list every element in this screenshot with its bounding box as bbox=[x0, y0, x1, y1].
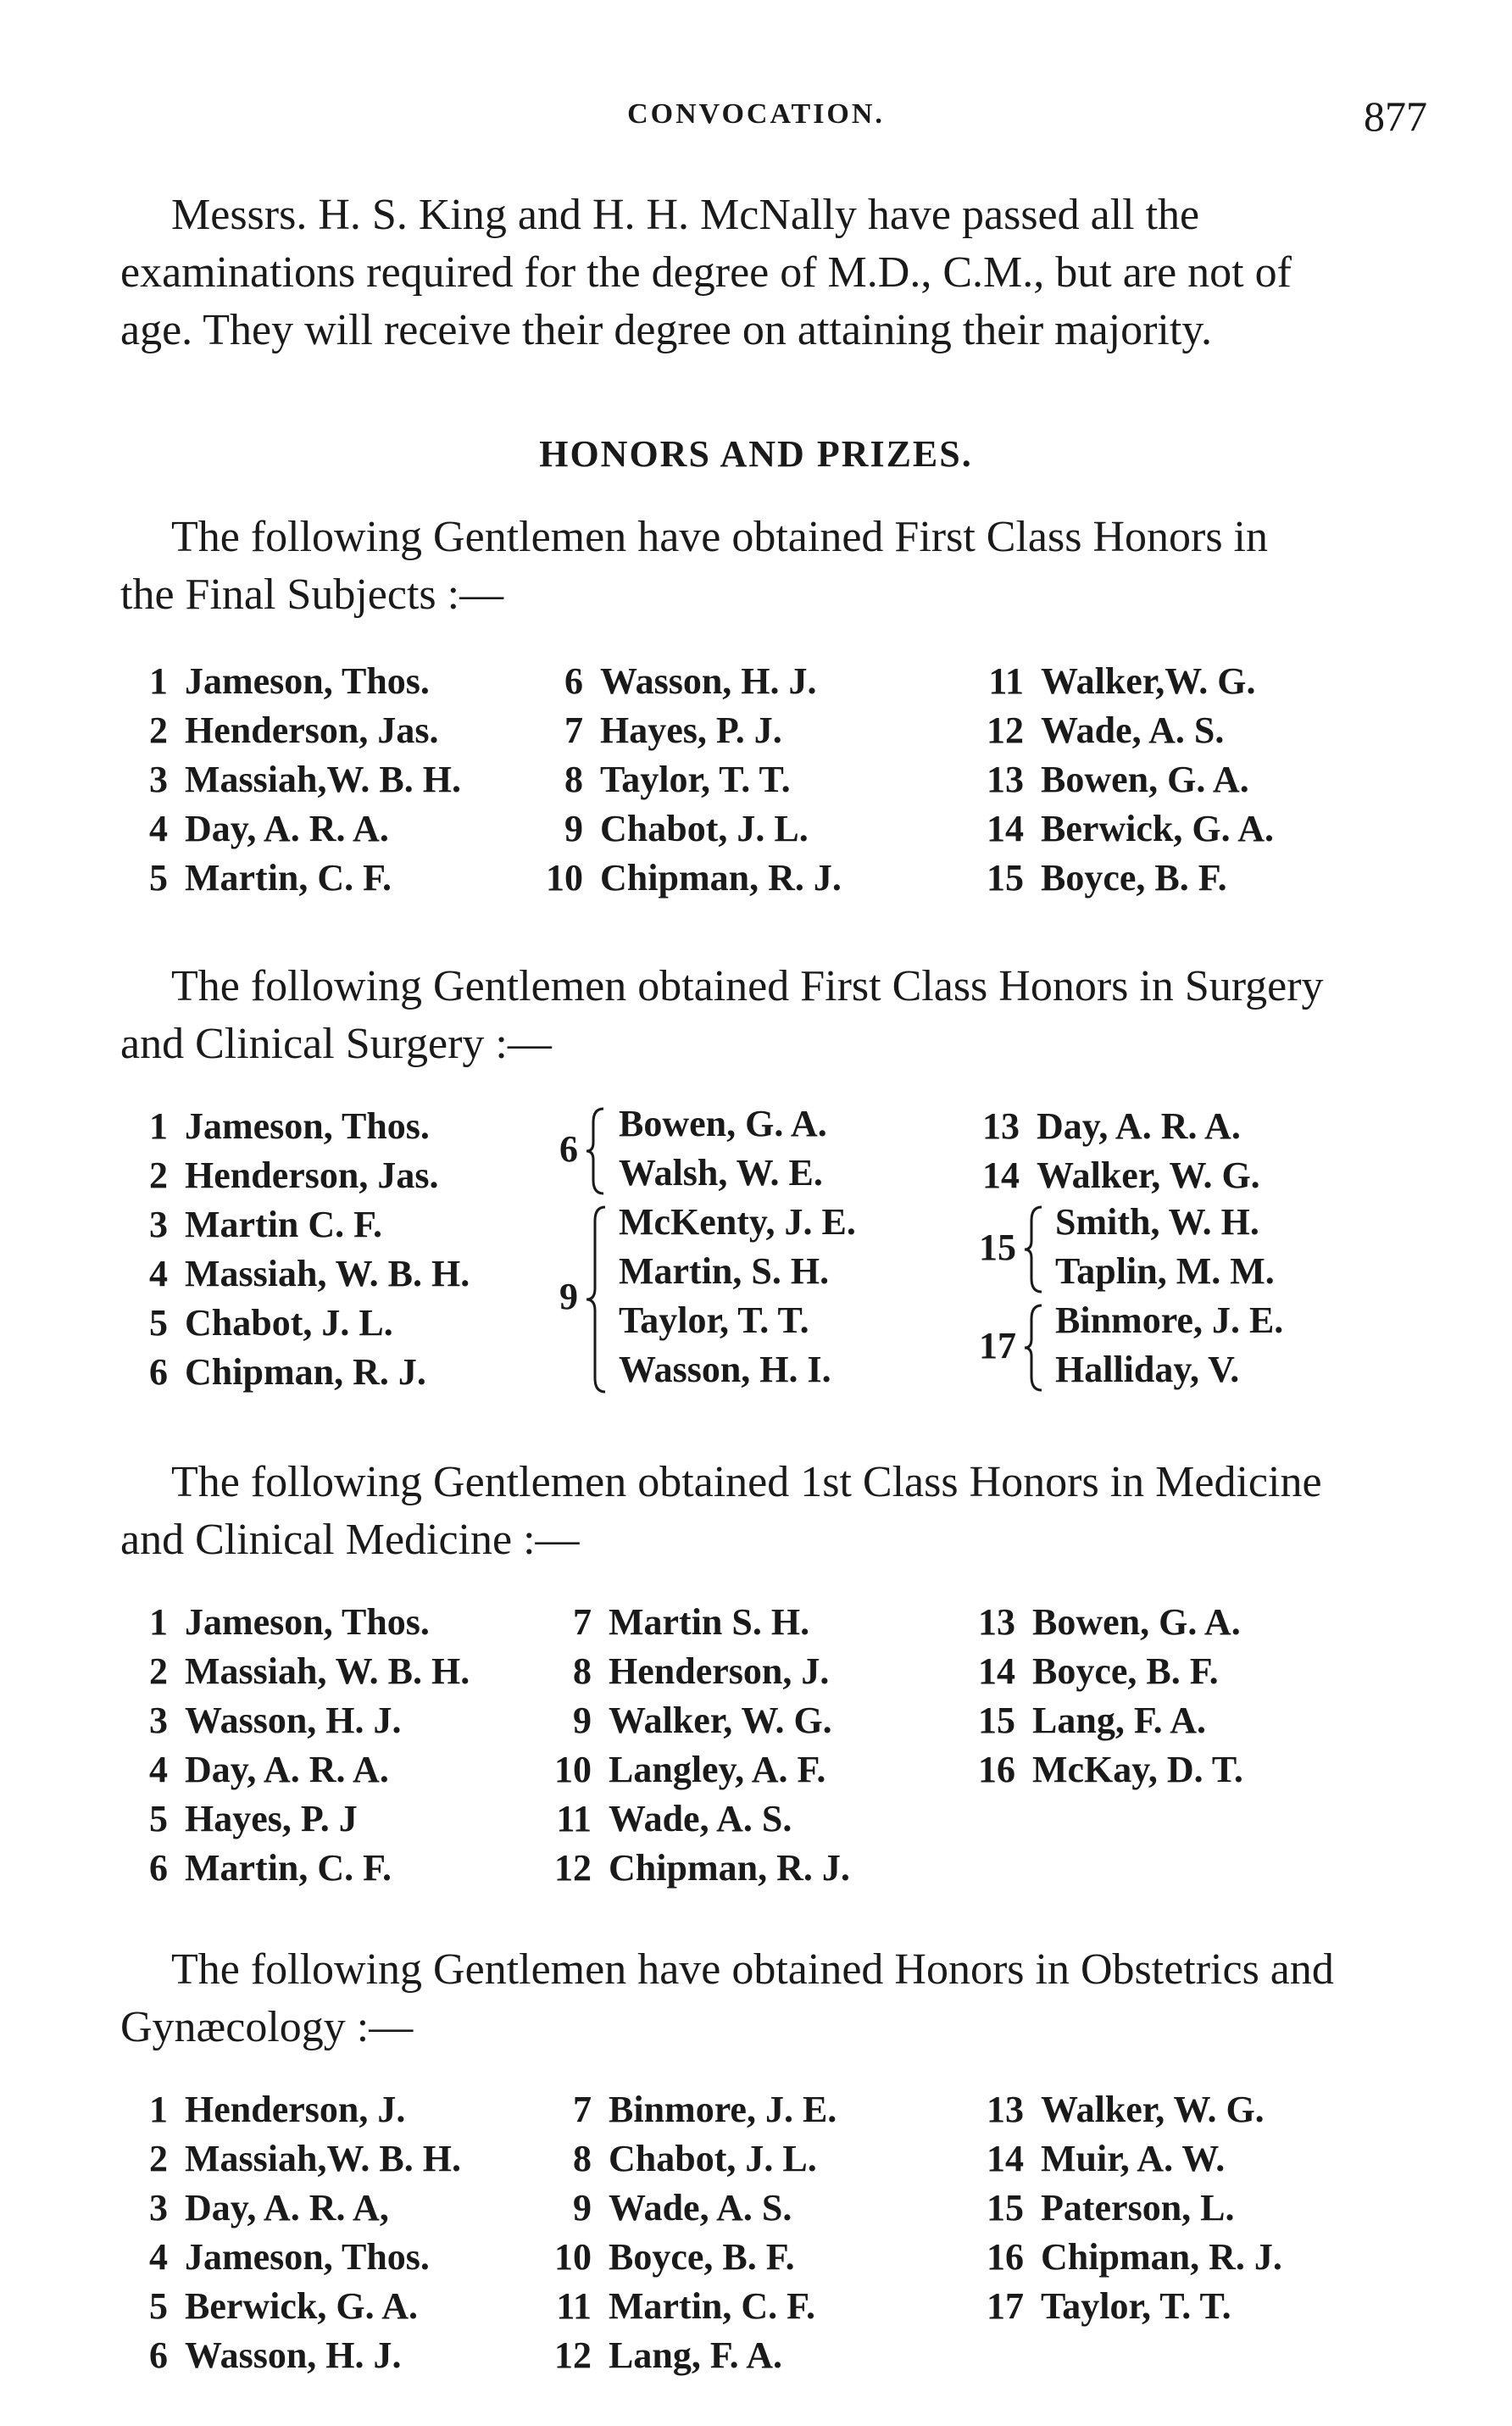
list-item bbox=[127, 1299, 470, 1348]
tie-rank: 9 bbox=[559, 1276, 578, 1317]
student-name: Muir, A. W. bbox=[1041, 2138, 1226, 2179]
student-name: McKay, D. T. bbox=[1032, 1749, 1243, 1790]
student-name: Taylor, T. T. bbox=[1041, 2285, 1231, 2327]
list-item bbox=[127, 657, 461, 706]
list-item bbox=[983, 2233, 1282, 2282]
rank-number: 13 bbox=[978, 1601, 1015, 1643]
rank-number: 7 bbox=[573, 1601, 592, 1643]
honors-list-surgery-col3 bbox=[979, 1102, 1260, 1200]
student-name: Wade, A. S. bbox=[609, 2187, 792, 2228]
rank-number: 6 bbox=[149, 1847, 168, 1889]
rank-number: 9 bbox=[564, 808, 583, 849]
honors-list-obstetrics-col3 bbox=[983, 2085, 1282, 2331]
honors-list-final-col2 bbox=[542, 657, 842, 903]
rank-number: 14 bbox=[982, 1155, 1020, 1196]
section-intro-obstetrics bbox=[120, 1941, 1434, 2056]
list-item bbox=[551, 2085, 837, 2134]
student-name: Berwick, G. A. bbox=[185, 2285, 418, 2327]
rank-number: 15 bbox=[978, 1700, 1015, 1741]
brace-icon bbox=[1021, 1204, 1045, 1295]
list-item bbox=[542, 804, 842, 854]
rank-number: 12 bbox=[554, 2334, 592, 2376]
rank-number: 6 bbox=[149, 1351, 168, 1393]
student-name: Henderson, Jas. bbox=[185, 709, 439, 751]
student-name: Martin, C. F. bbox=[185, 1847, 392, 1889]
student-name: Walker,W. G. bbox=[1041, 660, 1256, 702]
student-name: Binmore, J. E. bbox=[609, 2089, 837, 2130]
tie-name: Wasson, H. I. bbox=[619, 1349, 831, 1390]
list-item bbox=[551, 2233, 837, 2282]
brace-icon bbox=[583, 1204, 609, 1395]
student-name: Walker, W. G. bbox=[609, 1700, 832, 1741]
list-item bbox=[542, 854, 842, 903]
list-item bbox=[127, 1598, 470, 1647]
list-item bbox=[127, 1844, 470, 1893]
list-item bbox=[127, 1348, 470, 1397]
rank-number: 3 bbox=[149, 1700, 168, 1741]
running-head bbox=[0, 92, 1512, 142]
paragraph-line: The following Gentlemen obtained 1st Class Honors in Medicine bbox=[171, 1458, 1322, 1506]
rank-number: 8 bbox=[564, 759, 583, 800]
rank-number: 5 bbox=[149, 857, 168, 899]
student-name: Wasson, H. J. bbox=[600, 660, 817, 702]
tie-group-15 bbox=[979, 1200, 1369, 1302]
rank-number: 10 bbox=[554, 1749, 592, 1790]
rank-number: 8 bbox=[573, 1650, 592, 1692]
rank-number: 5 bbox=[149, 2285, 168, 2327]
tie-name: Walsh, W. E. bbox=[619, 1152, 823, 1194]
student-name: Hayes, P. J. bbox=[600, 709, 782, 751]
rank-number: 2 bbox=[149, 1155, 168, 1196]
student-name: Henderson, J. bbox=[185, 2089, 406, 2130]
section-intro-medicine bbox=[120, 1454, 1434, 1569]
tie-group-17 bbox=[979, 1299, 1369, 1400]
rank-number: 12 bbox=[987, 709, 1024, 751]
student-name: Martin, C. F. bbox=[609, 2285, 816, 2327]
rank-number: 16 bbox=[978, 1749, 1015, 1790]
rank-number: 8 bbox=[573, 2138, 592, 2179]
tie-name: Binmore, J. E. bbox=[1055, 1299, 1284, 1341]
list-item bbox=[983, 804, 1274, 854]
rank-number: 13 bbox=[987, 2089, 1024, 2130]
rank-number: 4 bbox=[149, 1749, 168, 1790]
rank-number: 3 bbox=[149, 2187, 168, 2228]
section-heading: HONORS AND PRIZES. bbox=[539, 433, 973, 475]
list-item bbox=[975, 1647, 1243, 1696]
honors-list-obstetrics-col1 bbox=[127, 2085, 461, 2380]
list-item bbox=[127, 2085, 461, 2134]
paragraph-line: The following Gentlemen obtained First Class Honors in Surgery bbox=[171, 962, 1324, 1010]
honors-list-medicine-col3 bbox=[975, 1598, 1243, 1794]
rank-number: 1 bbox=[149, 660, 168, 702]
rank-number: 2 bbox=[149, 2138, 168, 2179]
student-name: Chipman, R. J. bbox=[600, 857, 842, 899]
list-item bbox=[127, 1745, 470, 1794]
tie-rank: 6 bbox=[559, 1128, 578, 1170]
honors-list-final-col3 bbox=[983, 657, 1274, 903]
list-item bbox=[551, 1696, 850, 1745]
paragraph-line: the Final Subjects :— bbox=[120, 570, 504, 619]
student-name: Lang, F. A. bbox=[1032, 1700, 1207, 1741]
paragraph-line: examinations required for the degree of M.D., C.M., but are not of bbox=[120, 248, 1292, 297]
student-name: Boyce, B. F. bbox=[1041, 857, 1227, 899]
list-item bbox=[551, 2331, 837, 2380]
honors-list-medicine-col2 bbox=[551, 1598, 850, 1893]
running-title: CONVOCATION. bbox=[627, 98, 885, 130]
student-name: Chabot, J. L. bbox=[185, 1302, 393, 1344]
student-name: Henderson, Jas. bbox=[185, 1155, 439, 1196]
rank-number: 4 bbox=[149, 808, 168, 849]
rank-number: 7 bbox=[564, 709, 583, 751]
student-name: Hayes, P. J bbox=[185, 1798, 358, 1839]
list-item bbox=[983, 657, 1274, 706]
section-intro-final-subjects bbox=[120, 509, 1434, 624]
student-name: Boyce, B. F. bbox=[1032, 1650, 1219, 1692]
list-item bbox=[127, 1200, 470, 1249]
student-name: Day, A. R. A. bbox=[185, 808, 389, 849]
list-item bbox=[983, 854, 1274, 903]
list-item bbox=[127, 1249, 470, 1299]
rank-number: 16 bbox=[987, 2236, 1024, 2278]
list-item bbox=[127, 2233, 461, 2282]
tie-group-9 bbox=[559, 1200, 949, 1404]
rank-number: 1 bbox=[149, 1601, 168, 1643]
tie-name: Taylor, T. T. bbox=[619, 1299, 809, 1341]
rank-number: 5 bbox=[149, 1302, 168, 1344]
list-item bbox=[127, 1696, 470, 1745]
paragraph-line: and Clinical Medicine :— bbox=[120, 1516, 580, 1564]
student-name: Chipman, R. J. bbox=[185, 1351, 426, 1393]
student-name: Massiah, W. B. H. bbox=[185, 1650, 470, 1692]
rank-number: 6 bbox=[149, 2334, 168, 2376]
rank-number: 10 bbox=[554, 2236, 592, 2278]
rank-number: 1 bbox=[149, 2089, 168, 2130]
paragraph-line: age. They will receive their degree on attaining their majority. bbox=[120, 306, 1212, 354]
list-item bbox=[979, 1151, 1260, 1200]
student-name: Chipman, R. J. bbox=[1041, 2236, 1282, 2278]
tie-name: Bowen, G. A. bbox=[619, 1103, 827, 1144]
student-name: Chipman, R. J. bbox=[609, 1847, 850, 1889]
student-name: Lang, F. A. bbox=[609, 2334, 783, 2376]
list-item bbox=[127, 2331, 461, 2380]
student-name: Massiah, W. B. H. bbox=[185, 1253, 470, 1294]
list-item bbox=[983, 706, 1274, 755]
rank-number: 11 bbox=[988, 660, 1024, 702]
honors-list-final-col1 bbox=[127, 657, 461, 903]
rank-number: 10 bbox=[546, 857, 583, 899]
rank-number: 15 bbox=[987, 857, 1024, 899]
honors-list-obstetrics-col2 bbox=[551, 2085, 837, 2380]
tie-rank: 17 bbox=[979, 1325, 1016, 1366]
list-item bbox=[551, 2282, 837, 2331]
list-item bbox=[127, 2282, 461, 2331]
list-item bbox=[975, 1598, 1243, 1647]
brace-icon bbox=[583, 1105, 607, 1197]
student-name: Berwick, G. A. bbox=[1041, 808, 1274, 849]
student-name: Day, A. R. A. bbox=[1037, 1105, 1241, 1147]
rank-number: 11 bbox=[556, 1798, 592, 1839]
list-item bbox=[127, 1151, 470, 1200]
list-item bbox=[551, 1745, 850, 1794]
rank-number: 15 bbox=[987, 2187, 1024, 2228]
student-name: Massiah,W. B. H. bbox=[185, 2138, 462, 2179]
rank-number: 2 bbox=[149, 709, 168, 751]
student-name: Paterson, L. bbox=[1041, 2187, 1235, 2228]
tie-name: Martin, S. H. bbox=[619, 1250, 830, 1292]
list-item bbox=[551, 1844, 850, 1893]
rank-number: 7 bbox=[573, 2089, 592, 2130]
list-item bbox=[127, 2134, 461, 2184]
student-name: Jameson, Thos. bbox=[185, 1601, 430, 1643]
intro-paragraph bbox=[120, 186, 1434, 359]
list-item bbox=[542, 706, 842, 755]
rank-number: 6 bbox=[564, 660, 583, 702]
honors-list-medicine-col1 bbox=[127, 1598, 470, 1893]
list-item bbox=[983, 2184, 1282, 2233]
list-item bbox=[551, 1794, 850, 1844]
list-item bbox=[127, 854, 461, 903]
rank-number: 14 bbox=[978, 1650, 1015, 1692]
tie-name: McKenty, J. E. bbox=[619, 1201, 856, 1243]
student-name: Jameson, Thos. bbox=[185, 2236, 430, 2278]
student-name: Bowen, G. A. bbox=[1032, 1601, 1241, 1643]
rank-number: 2 bbox=[149, 1650, 168, 1692]
student-name: Henderson, J. bbox=[609, 1650, 830, 1692]
rank-number: 17 bbox=[987, 2285, 1024, 2327]
rank-number: 9 bbox=[573, 2187, 592, 2228]
rank-number: 9 bbox=[573, 1700, 592, 1741]
student-name: Bowen, G. A. bbox=[1041, 759, 1249, 800]
tie-name: Taplin, M. M. bbox=[1055, 1250, 1275, 1292]
rank-number: 14 bbox=[987, 2138, 1024, 2179]
tie-name: Smith, W. H. bbox=[1055, 1201, 1259, 1243]
paragraph-line: The following Gentlemen have obtained First Class Honors in bbox=[171, 513, 1269, 561]
rank-number: 3 bbox=[149, 1204, 168, 1245]
paragraph-line: Messrs. H. S. King and H. H. McNally have passed all the bbox=[171, 191, 1200, 239]
rank-number: 4 bbox=[149, 1253, 168, 1294]
student-name: Martin C. F. bbox=[185, 1204, 383, 1245]
list-item bbox=[983, 755, 1274, 804]
rank-number: 1 bbox=[149, 1105, 168, 1147]
rank-number: 14 bbox=[987, 808, 1024, 849]
rank-number: 11 bbox=[556, 2285, 592, 2327]
rank-number: 5 bbox=[149, 1798, 168, 1839]
student-name: Boyce, B. F. bbox=[609, 2236, 795, 2278]
tie-rank: 15 bbox=[979, 1227, 1016, 1268]
list-item bbox=[551, 2184, 837, 2233]
student-name: Wade, A. S. bbox=[609, 1798, 792, 1839]
rank-number: 13 bbox=[982, 1105, 1020, 1147]
list-item bbox=[127, 2184, 461, 2233]
list-item bbox=[551, 2134, 837, 2184]
student-name: Martin, C. F. bbox=[185, 857, 392, 899]
student-name: Walker, W. G. bbox=[1037, 1155, 1260, 1196]
list-item bbox=[127, 1102, 470, 1151]
brace-icon bbox=[1021, 1302, 1045, 1394]
rank-number: 12 bbox=[554, 1847, 592, 1889]
student-name: Chabot, J. L. bbox=[609, 2138, 817, 2179]
list-item bbox=[979, 1102, 1260, 1151]
rank-number: 3 bbox=[149, 759, 168, 800]
list-item bbox=[551, 1598, 850, 1647]
list-item bbox=[542, 657, 842, 706]
list-item bbox=[127, 1647, 470, 1696]
student-name: Chabot, J. L. bbox=[600, 808, 809, 849]
honors-list-surgery-col1 bbox=[127, 1102, 470, 1397]
page-number: 877 bbox=[1364, 92, 1427, 140]
paragraph-line: and Clinical Surgery :— bbox=[120, 1020, 552, 1068]
student-name: Jameson, Thos. bbox=[185, 660, 430, 702]
list-item bbox=[127, 804, 461, 854]
student-name: Wasson, H. J. bbox=[185, 1700, 402, 1741]
tie-group-6 bbox=[559, 1102, 915, 1204]
tie-name: Halliday, V. bbox=[1055, 1349, 1240, 1390]
list-item bbox=[983, 2282, 1282, 2331]
list-item bbox=[127, 755, 461, 804]
student-name: Day, A. R. A. bbox=[185, 1749, 389, 1790]
list-item bbox=[983, 2134, 1282, 2184]
list-item bbox=[975, 1696, 1243, 1745]
student-name: Taylor, T. T. bbox=[600, 759, 791, 800]
paragraph-line: Gynæcology :— bbox=[120, 2003, 414, 2051]
student-name: Wasson, H. J. bbox=[185, 2334, 402, 2376]
list-item bbox=[127, 1794, 470, 1844]
list-item bbox=[975, 1745, 1243, 1794]
list-item bbox=[551, 1647, 850, 1696]
student-name: Massiah,W. B. H. bbox=[185, 759, 462, 800]
student-name: Walker, W. G. bbox=[1041, 2089, 1265, 2130]
list-item bbox=[127, 706, 461, 755]
section-intro-surgery bbox=[120, 958, 1434, 1073]
student-name: Wade, A. S. bbox=[1041, 709, 1225, 751]
list-item bbox=[983, 2085, 1282, 2134]
student-name: Day, A. R. A, bbox=[185, 2187, 389, 2228]
rank-number: 4 bbox=[149, 2236, 168, 2278]
paragraph-line: The following Gentlemen have obtained Honors in Obstetrics and bbox=[171, 1945, 1334, 1994]
rank-number: 13 bbox=[987, 759, 1024, 800]
list-item bbox=[542, 755, 842, 804]
student-name: Martin S. H. bbox=[609, 1601, 810, 1643]
student-name: Jameson, Thos. bbox=[185, 1105, 430, 1147]
student-name: Langley, A. F. bbox=[609, 1749, 826, 1790]
